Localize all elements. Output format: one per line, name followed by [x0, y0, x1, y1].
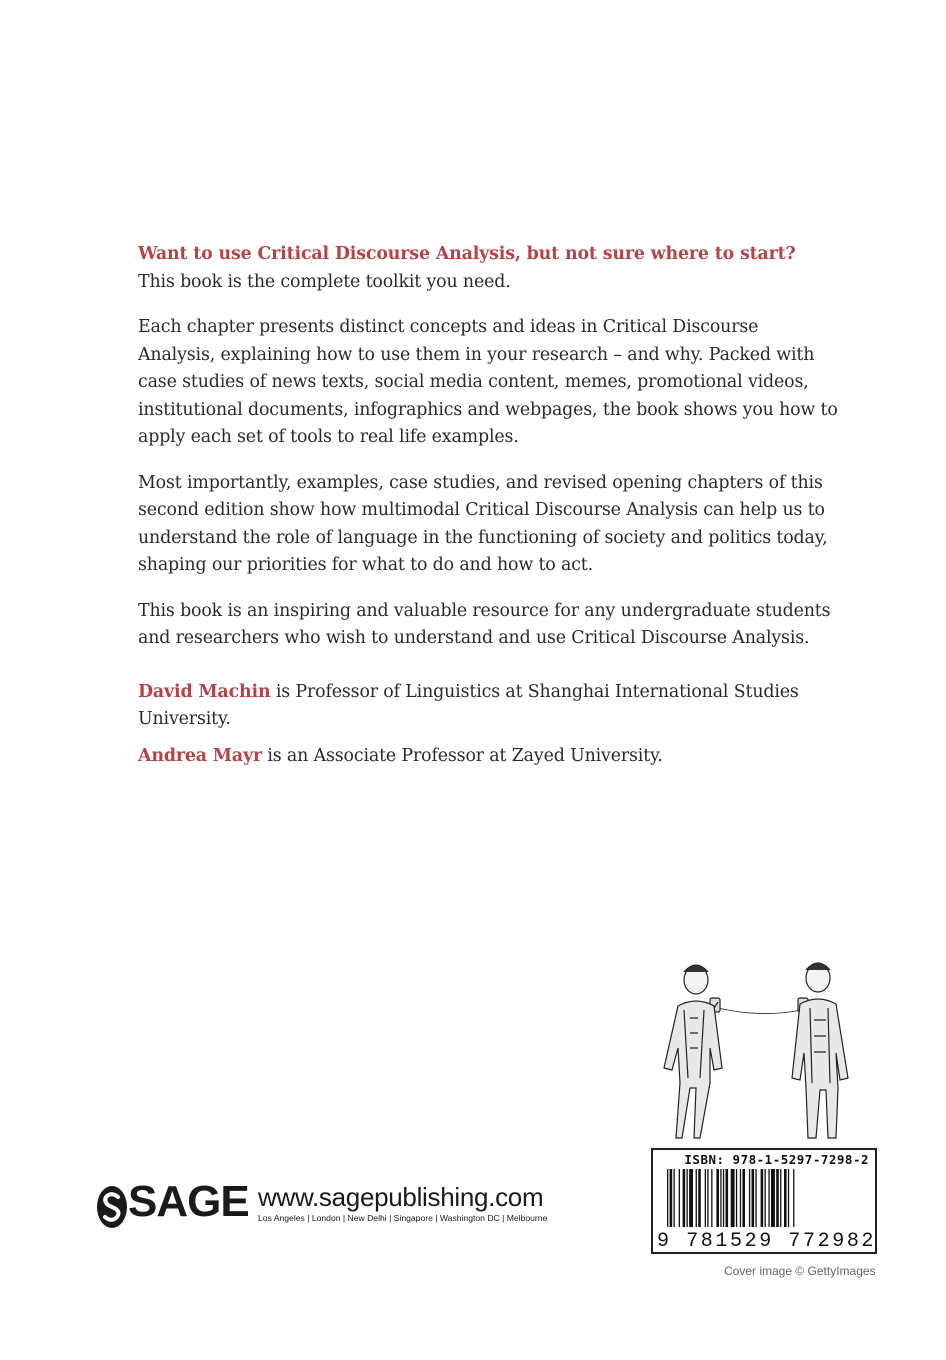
barcode-bar [687, 1169, 688, 1227]
barcode-bar [740, 1169, 741, 1227]
barcode-bar [723, 1169, 724, 1227]
barcode-bar [765, 1169, 766, 1227]
author-name: Andrea Mayr [138, 745, 262, 766]
author-name: David Machin [138, 681, 271, 702]
publisher-url: www.sagepublishing.com [258, 1182, 544, 1212]
headline: Want to use Critical Discourse Analysis, but not sure where to start? [138, 244, 796, 264]
author-bio-text: is Professor of Linguistics at Shanghai International Studies University. [138, 681, 799, 729]
author-bio [138, 679, 838, 734]
cover-image-credit: Cover image © GettyImages [724, 1264, 876, 1278]
intro [138, 241, 838, 296]
barcode-bar [683, 1169, 686, 1227]
tin-can-telephone-illustration [640, 958, 870, 1140]
author-bios [138, 679, 838, 771]
barcode-bar [736, 1169, 737, 1227]
barcode-bar [731, 1169, 735, 1227]
barcode-bar [711, 1169, 712, 1227]
back-cover-blurb [138, 241, 838, 779]
isbn-label: ISBN: 978-1-5297-7298-2 [684, 1152, 869, 1167]
barcode-bar [780, 1169, 781, 1227]
barcode-bar [752, 1169, 755, 1227]
author-bio [138, 743, 838, 771]
barcode-bar [761, 1169, 764, 1227]
barcode-bar [670, 1169, 673, 1227]
barcode-bar [788, 1169, 789, 1227]
barcode-bar [674, 1169, 675, 1227]
barcode-bar [689, 1169, 693, 1227]
barcode-bar [707, 1169, 708, 1227]
barcode-bar [716, 1169, 719, 1227]
barcode-bar [771, 1169, 775, 1227]
barcode-bar [755, 1169, 756, 1227]
barcode-bar [696, 1169, 697, 1227]
isbn-barcode-box [651, 1148, 877, 1254]
barcode-bar [793, 1169, 794, 1227]
description-paragraph-2: Most importantly, examples, case studies, and revised opening chapters of this second edition show how multimodal Critical Discourse Analysis can help us to understand the role of language in the functioning of society and politics today, shaping our priorities for what to do and how to act. [138, 472, 828, 575]
barcode-bar [679, 1169, 680, 1227]
subline: This book is the complete toolkit you need. [138, 271, 511, 292]
barcode-bar [784, 1169, 787, 1227]
isbn-digits: 9 781529 772982 [657, 1230, 877, 1253]
barcode [667, 1169, 863, 1227]
barcode-bar [698, 1169, 701, 1227]
description-paragraph-1: Each chapter presents distinct concepts and ideas in Critical Discourse Analysis, explaining how to use them in your research – and why. Packed with case studies of news texts, social media content, memes, promotional videos, institutional documents, infographics and webpages, the book shows you how to apply each set of tools to real life examples. [138, 317, 838, 447]
publisher-cities: Los Angeles | London | New Delhi | Singapore | Washington DC | Melbourne [258, 1213, 548, 1223]
sage-logo-icon [96, 1184, 128, 1230]
barcode-bar [705, 1169, 706, 1227]
barcode-bar [726, 1169, 729, 1227]
barcode-bar [749, 1169, 750, 1227]
barcode-bar [742, 1169, 745, 1227]
barcode-bar [667, 1169, 668, 1227]
description-paragraph-3: This book is an inspiring and valuable resource for any undergraduate students and researchers who wish to understand and use Critical Discourse Analysis. [138, 600, 831, 648]
publisher-name: SAGE [128, 1177, 249, 1226]
author-bio-text: is an Associate Professor at Zayed University. [261, 745, 663, 766]
barcode-bar [776, 1169, 779, 1227]
barcode-bar [768, 1169, 769, 1227]
barcode-bar [720, 1169, 721, 1227]
